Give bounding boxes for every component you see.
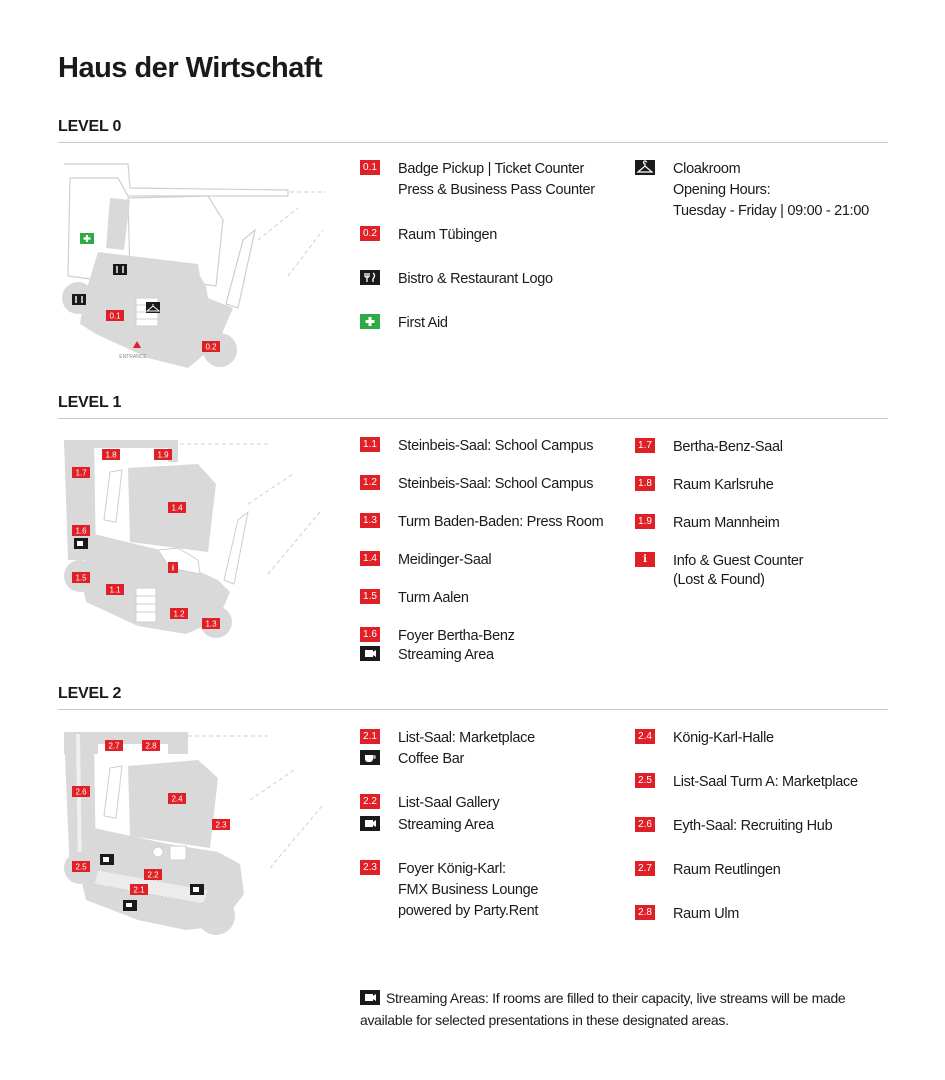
legend-text: Opening Hours: bbox=[673, 182, 771, 198]
legend-item-1-8 bbox=[635, 475, 774, 496]
legend-text: Bertha-Benz-Saal bbox=[673, 439, 783, 455]
corridor-area bbox=[106, 198, 130, 250]
legend-text: Cloakroom bbox=[673, 161, 741, 177]
level-2-heading: LEVEL 2 bbox=[58, 685, 122, 702]
dashed-line bbox=[270, 806, 322, 868]
legend-text: Meidinger-Saal bbox=[398, 552, 492, 568]
level-2-divider bbox=[58, 709, 888, 710]
legend-item-2-1 bbox=[360, 728, 535, 749]
legend-item-1-3 bbox=[360, 512, 603, 533]
coffee-icon bbox=[360, 750, 380, 765]
legend-item-1-7 bbox=[635, 437, 783, 458]
room-badge: 1.1 bbox=[360, 437, 380, 452]
level-0-divider bbox=[58, 142, 888, 143]
legend-text: Badge Pickup | Ticket Counter bbox=[398, 161, 585, 177]
legend-item-1-6 bbox=[360, 626, 515, 647]
legend-text: Coffee Bar bbox=[398, 751, 465, 767]
legend-text: Steinbeis-Saal: School Campus bbox=[398, 438, 594, 454]
room-label-1-9: 1.9 bbox=[157, 450, 169, 460]
dashed-line bbox=[250, 770, 294, 800]
streaming-icon bbox=[360, 646, 380, 661]
legend-item-1-1 bbox=[360, 436, 593, 457]
room-badge: 1.6 bbox=[360, 627, 380, 642]
level-1-divider bbox=[58, 418, 888, 419]
page-title: Haus der Wirtschaft bbox=[58, 52, 323, 84]
room-label-1-7: 1.7 bbox=[75, 468, 87, 478]
room-badge: 2.1 bbox=[360, 729, 380, 744]
legend-item-1-4 bbox=[360, 550, 491, 571]
legend-item-1-2 bbox=[360, 474, 593, 495]
legend-text: List-Saal: Marketplace bbox=[398, 730, 535, 746]
room-label-2-7: 2.7 bbox=[108, 741, 120, 751]
room-label-1-3: 1.3 bbox=[205, 619, 217, 629]
legend-item-restaurant bbox=[360, 269, 553, 290]
legend-text: Foyer Bertha-Benz bbox=[398, 628, 515, 644]
level-0-floor-map bbox=[58, 158, 328, 373]
restaurant-icon bbox=[72, 294, 86, 305]
room-badge: 2.5 bbox=[635, 773, 655, 788]
legend-item-streaming bbox=[360, 645, 494, 666]
legend-text: First Aid bbox=[398, 315, 448, 331]
room-label-1-6: 1.6 bbox=[75, 526, 87, 536]
legend-item-coffee bbox=[360, 749, 464, 770]
legend-text: Turm Baden-Baden: Press Room bbox=[398, 514, 604, 530]
room-label-2-4: 2.4 bbox=[171, 794, 183, 804]
room-badge: 2.2 bbox=[360, 794, 380, 809]
legend-item-first-aid bbox=[360, 313, 448, 334]
legend-text: Turm Aalen bbox=[398, 590, 469, 606]
first-aid-icon bbox=[360, 314, 380, 329]
dashed-line bbox=[258, 208, 298, 240]
room-label-2-8: 2.8 bbox=[145, 741, 157, 751]
legend-item-2-6 bbox=[635, 816, 832, 837]
legend-text: Raum Ulm bbox=[673, 906, 740, 922]
legend-text: FMX Business Lounge bbox=[398, 882, 539, 898]
legend-item-0-1 bbox=[360, 159, 595, 201]
legend-text: Raum Tübingen bbox=[398, 227, 498, 243]
level-1-floor-map bbox=[58, 434, 328, 639]
legend-item-2-7 bbox=[635, 860, 781, 881]
room-badge: 0.2 bbox=[360, 226, 380, 241]
room-badge: 2.7 bbox=[635, 861, 655, 876]
legend-text: List-Saal Turm A: Marketplace bbox=[673, 774, 858, 790]
room-label-0-1: 0.1 bbox=[109, 311, 121, 321]
streaming-icon bbox=[360, 816, 380, 831]
legend-item-0-2 bbox=[360, 225, 497, 246]
legend-text: Steinbeis-Saal: School Campus bbox=[398, 476, 594, 492]
room-badge: 1.3 bbox=[360, 513, 380, 528]
legend-item-2-8 bbox=[635, 904, 739, 925]
info-label: i bbox=[171, 563, 175, 573]
dashed-line bbox=[288, 230, 323, 276]
room-label-1-2: 1.2 bbox=[173, 609, 185, 619]
dashed-line bbox=[248, 474, 293, 504]
restaurant-icon bbox=[113, 264, 127, 275]
room-badge: 2.4 bbox=[635, 729, 655, 744]
streaming-note-text: Streaming Areas: If rooms are filled to their capacity, live streams will be made available for selected presentations in these designated areas. bbox=[360, 990, 846, 1028]
legend-text: Tuesday - Friday | 09:00 - 21:00 bbox=[673, 203, 869, 219]
legend-item-2-4 bbox=[635, 728, 774, 749]
room-badge: 2.8 bbox=[635, 905, 655, 920]
room-badge: 1.8 bbox=[635, 476, 655, 491]
wing-outline bbox=[226, 230, 255, 308]
legend-text: List-Saal Gallery bbox=[398, 795, 500, 811]
room-label-2-2: 2.2 bbox=[147, 870, 159, 880]
info-icon: i bbox=[635, 552, 655, 567]
room-badge: 1.9 bbox=[635, 514, 655, 529]
room-badge: 2.6 bbox=[635, 817, 655, 832]
room-label-2-5: 2.5 bbox=[75, 862, 87, 872]
legend-text: (Lost & Found) bbox=[673, 572, 765, 588]
legend-text: Info & Guest Counter bbox=[673, 553, 804, 569]
room-badge: 2.3 bbox=[360, 860, 380, 875]
room-label-1-1: 1.1 bbox=[109, 585, 121, 595]
legend-text: Raum Reutlingen bbox=[673, 862, 781, 878]
streaming-note bbox=[360, 987, 900, 1031]
room-label-2-1: 2.1 bbox=[133, 885, 145, 895]
room-label-0-2: 0.2 bbox=[205, 342, 217, 352]
entrance-label: ENTRANCE bbox=[119, 354, 147, 360]
staircase bbox=[136, 588, 156, 622]
room-label-1-5: 1.5 bbox=[75, 573, 87, 583]
legend-item-2-2 bbox=[360, 793, 499, 814]
level-0-heading: LEVEL 0 bbox=[58, 118, 122, 135]
room-label-1-8: 1.8 bbox=[105, 450, 117, 460]
room-label-1-4: 1.4 bbox=[171, 503, 183, 513]
legend-text: Press & Business Pass Counter bbox=[398, 182, 595, 198]
legend-item-1-5 bbox=[360, 588, 469, 609]
streaming-icon bbox=[360, 990, 380, 1005]
room-label-2-3: 2.3 bbox=[215, 820, 227, 830]
legend-text: Foyer König-Karl: bbox=[398, 861, 506, 877]
restaurant-icon bbox=[360, 270, 380, 285]
level-2-floor-map bbox=[58, 724, 328, 939]
room-badge: 0.1 bbox=[360, 160, 380, 175]
room-badge: 1.2 bbox=[360, 475, 380, 490]
room-label-2-6: 2.6 bbox=[75, 787, 87, 797]
legend-item-cloakroom bbox=[635, 159, 869, 222]
legend-text: Raum Karlsruhe bbox=[673, 477, 774, 493]
dashed-line bbox=[268, 512, 320, 574]
legend-item-info bbox=[635, 551, 803, 591]
level-1-heading: LEVEL 1 bbox=[58, 394, 122, 411]
tower-right bbox=[197, 897, 235, 935]
legend-text: König-Karl-Halle bbox=[673, 730, 774, 746]
legend-text: Raum Mannheim bbox=[673, 515, 780, 531]
legend-text: Streaming Area bbox=[398, 817, 494, 833]
room-badge: 1.5 bbox=[360, 589, 380, 604]
legend-text: Eyth-Saal: Recruiting Hub bbox=[673, 818, 833, 834]
cloakroom-icon bbox=[635, 160, 655, 175]
legend-text: powered by Party.Rent bbox=[398, 903, 539, 919]
legend-item-2-5 bbox=[635, 772, 858, 793]
legend-item-2-3 bbox=[360, 859, 538, 922]
legend-text: Streaming Area bbox=[398, 647, 494, 663]
legend-item-1-9 bbox=[635, 513, 780, 534]
legend-text: Bistro & Restaurant Logo bbox=[398, 271, 553, 287]
room-badge: 1.4 bbox=[360, 551, 380, 566]
room-badge: 1.7 bbox=[635, 438, 655, 453]
legend-item-streaming bbox=[360, 815, 494, 836]
